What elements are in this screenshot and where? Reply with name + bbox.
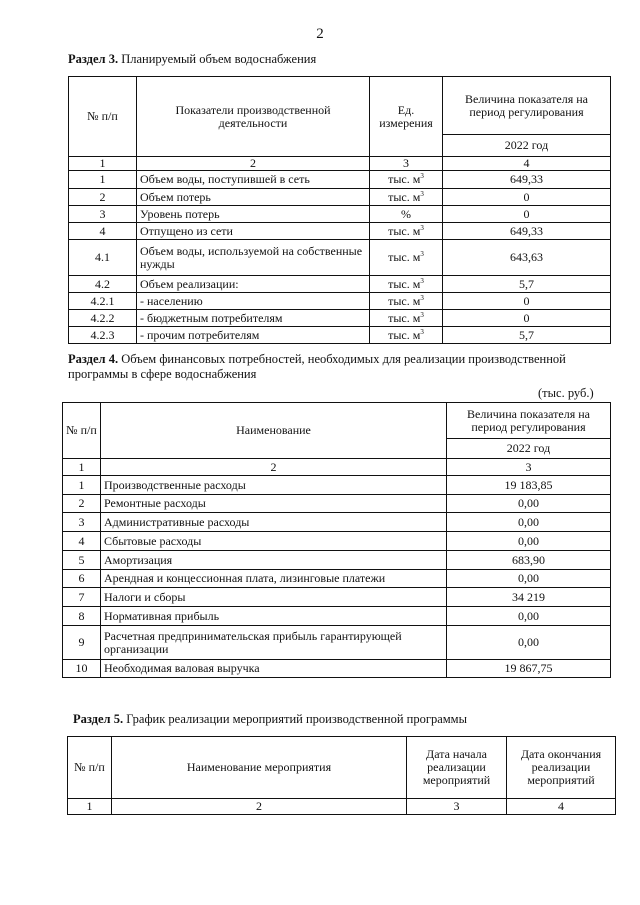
section5-title [73,712,593,727]
table-row [63,495,611,513]
row-value: 643,63 [443,240,611,276]
row-name: Нормативная прибыль [101,607,447,626]
row-unit: тыс. $м^3$ [370,276,443,293]
s4-header-year: 2022 год [447,439,611,459]
row-value: 0 [443,293,611,310]
row-num: 4.2.1 [69,293,137,310]
row-name: Амортизация [101,551,447,570]
table-row [69,189,611,206]
table-row [63,513,611,532]
row-value: 0,00 [447,513,611,532]
row-name: Ремонтные расходы [101,495,447,513]
table-row [63,476,611,495]
row-num: 10 [63,660,101,678]
row-unit: тыс. $м^3$ [370,293,443,310]
row-value: 34 219 [447,588,611,607]
section4-title-text: Объем финансовых потребностей, необходимых для реализации производственной программы в сфере водоснабжения [68,352,566,381]
row-name: Необходимая валовая выручка [101,660,447,678]
s3-index-cell: 2 [137,157,370,171]
table-row [63,551,611,570]
row-name: Налоги и сборы [101,588,447,607]
row-value: 0,00 [447,532,611,551]
row-unit: % [370,206,443,223]
table-row [69,293,611,310]
row-value: 19 867,75 [447,660,611,678]
row-num: 2 [63,495,101,513]
row-num: 2 [69,189,137,206]
section5-table [67,736,616,815]
row-num: 6 [63,570,101,588]
row-num: 4.1 [69,240,137,276]
row-name: Сбытовые расходы [101,532,447,551]
row-value: 0 [443,206,611,223]
section3-label: Раздел 3. [68,52,119,66]
s4-index-cell: 2 [101,459,447,476]
section4-label: Раздел 4. [68,352,119,366]
s3-header-unit: Ед. измерения [370,77,443,157]
table-row [69,327,611,344]
row-num: 3 [69,206,137,223]
s5-index-cell: 4 [507,799,616,815]
s5-header-num: № п/п [68,737,112,799]
row-name: Арендная и концессионная плата, лизинговые платежи [101,570,447,588]
row-value: 649,33 [443,223,611,240]
s3-index-cell: 3 [370,157,443,171]
row-value: 5,7 [443,276,611,293]
row-name: Производственные расходы [101,476,447,495]
row-unit: тыс. $м^3$ [370,240,443,276]
s4-index-cell: 1 [63,459,101,476]
row-num: 4.2 [69,276,137,293]
row-value: 5,7 [443,327,611,344]
row-num: 4.2.2 [69,310,137,327]
s5-header-start: Дата начала реализации мероприятий [407,737,507,799]
row-name: Объем реализации: [137,276,370,293]
row-value: 649,33 [443,171,611,189]
section5-title-text: График реализации мероприятий производственной программы [126,712,467,726]
s3-index-cell: 1 [69,157,137,171]
row-num: 3 [63,513,101,532]
row-name: Административные расходы [101,513,447,532]
row-num: 5 [63,551,101,570]
s5-header-name: Наименование мероприятия [112,737,407,799]
s4-header-name: Наименование [101,403,447,459]
s5-index-cell: 2 [112,799,407,815]
row-name: Объем воды, поступившей в сеть [137,171,370,189]
table-row [63,532,611,551]
row-num: 1 [69,171,137,189]
section5-label: Раздел 5. [73,712,124,726]
s4-index-cell: 3 [447,459,611,476]
s4-header-value: Величина показателя на период регулирования [447,403,611,439]
row-unit: тыс. $м^3$ [370,310,443,327]
row-name: - бюджетным потребителям [137,310,370,327]
row-num: 7 [63,588,101,607]
row-num: 4 [63,532,101,551]
row-num: 1 [63,476,101,495]
section4-table [62,402,611,678]
row-name: Отпущено из сети [137,223,370,240]
section4-title [68,352,613,382]
section3-table [68,76,611,344]
row-name: - прочим потребителям [137,327,370,344]
page-number: 2 [316,26,324,42]
row-unit: тыс. $м^3$ [370,223,443,240]
row-num: 9 [63,626,101,660]
row-value: 0,00 [447,570,611,588]
row-value: 0,00 [447,495,611,513]
table-row [69,310,611,327]
table-row [69,223,611,240]
row-value: 0 [443,310,611,327]
section3-title [68,52,588,67]
s3-header-value: Величина показателя на период регулирования [443,77,611,135]
table-row [63,626,611,660]
table-row [69,171,611,189]
table-row [63,588,611,607]
table-row [69,276,611,293]
table-row [63,570,611,588]
s3-index-cell: 4 [443,157,611,171]
row-value: 19 183,85 [447,476,611,495]
table-row [69,240,611,276]
s3-header-indicator: Показатели производственной деятельности [137,77,370,157]
row-name: Уровень потерь [137,206,370,223]
table-row [63,660,611,678]
table-row [63,607,611,626]
row-name: Расчетная предпринимательская прибыль гарантирующей организации [101,626,447,660]
s5-index-cell: 1 [68,799,112,815]
table-row [69,206,611,223]
row-unit: тыс. $м^3$ [370,171,443,189]
row-name: Объем воды, используемой на собственные нужды [137,240,370,276]
s3-header-num: № п/п [69,77,137,157]
row-value: 0 [443,189,611,206]
row-name: - населению [137,293,370,310]
row-name: Объем потерь [137,189,370,206]
row-unit: тыс. $м^3$ [370,327,443,344]
s5-index-cell: 3 [407,799,507,815]
row-value: 0,00 [447,626,611,660]
row-num: 4.2.3 [69,327,137,344]
row-value: 0,00 [447,607,611,626]
s3-header-year: 2022 год [443,135,611,157]
s5-header-end: Дата окончания реализации мероприятий [507,737,616,799]
s4-header-num: № п/п [63,403,101,459]
row-num: 4 [69,223,137,240]
section4-unit-note: (тыс. руб.) [538,386,594,400]
row-unit: тыс. $м^3$ [370,189,443,206]
row-value: 683,90 [447,551,611,570]
section3-title-text: Планируемый объем водоснабжения [121,52,317,66]
row-num: 8 [63,607,101,626]
